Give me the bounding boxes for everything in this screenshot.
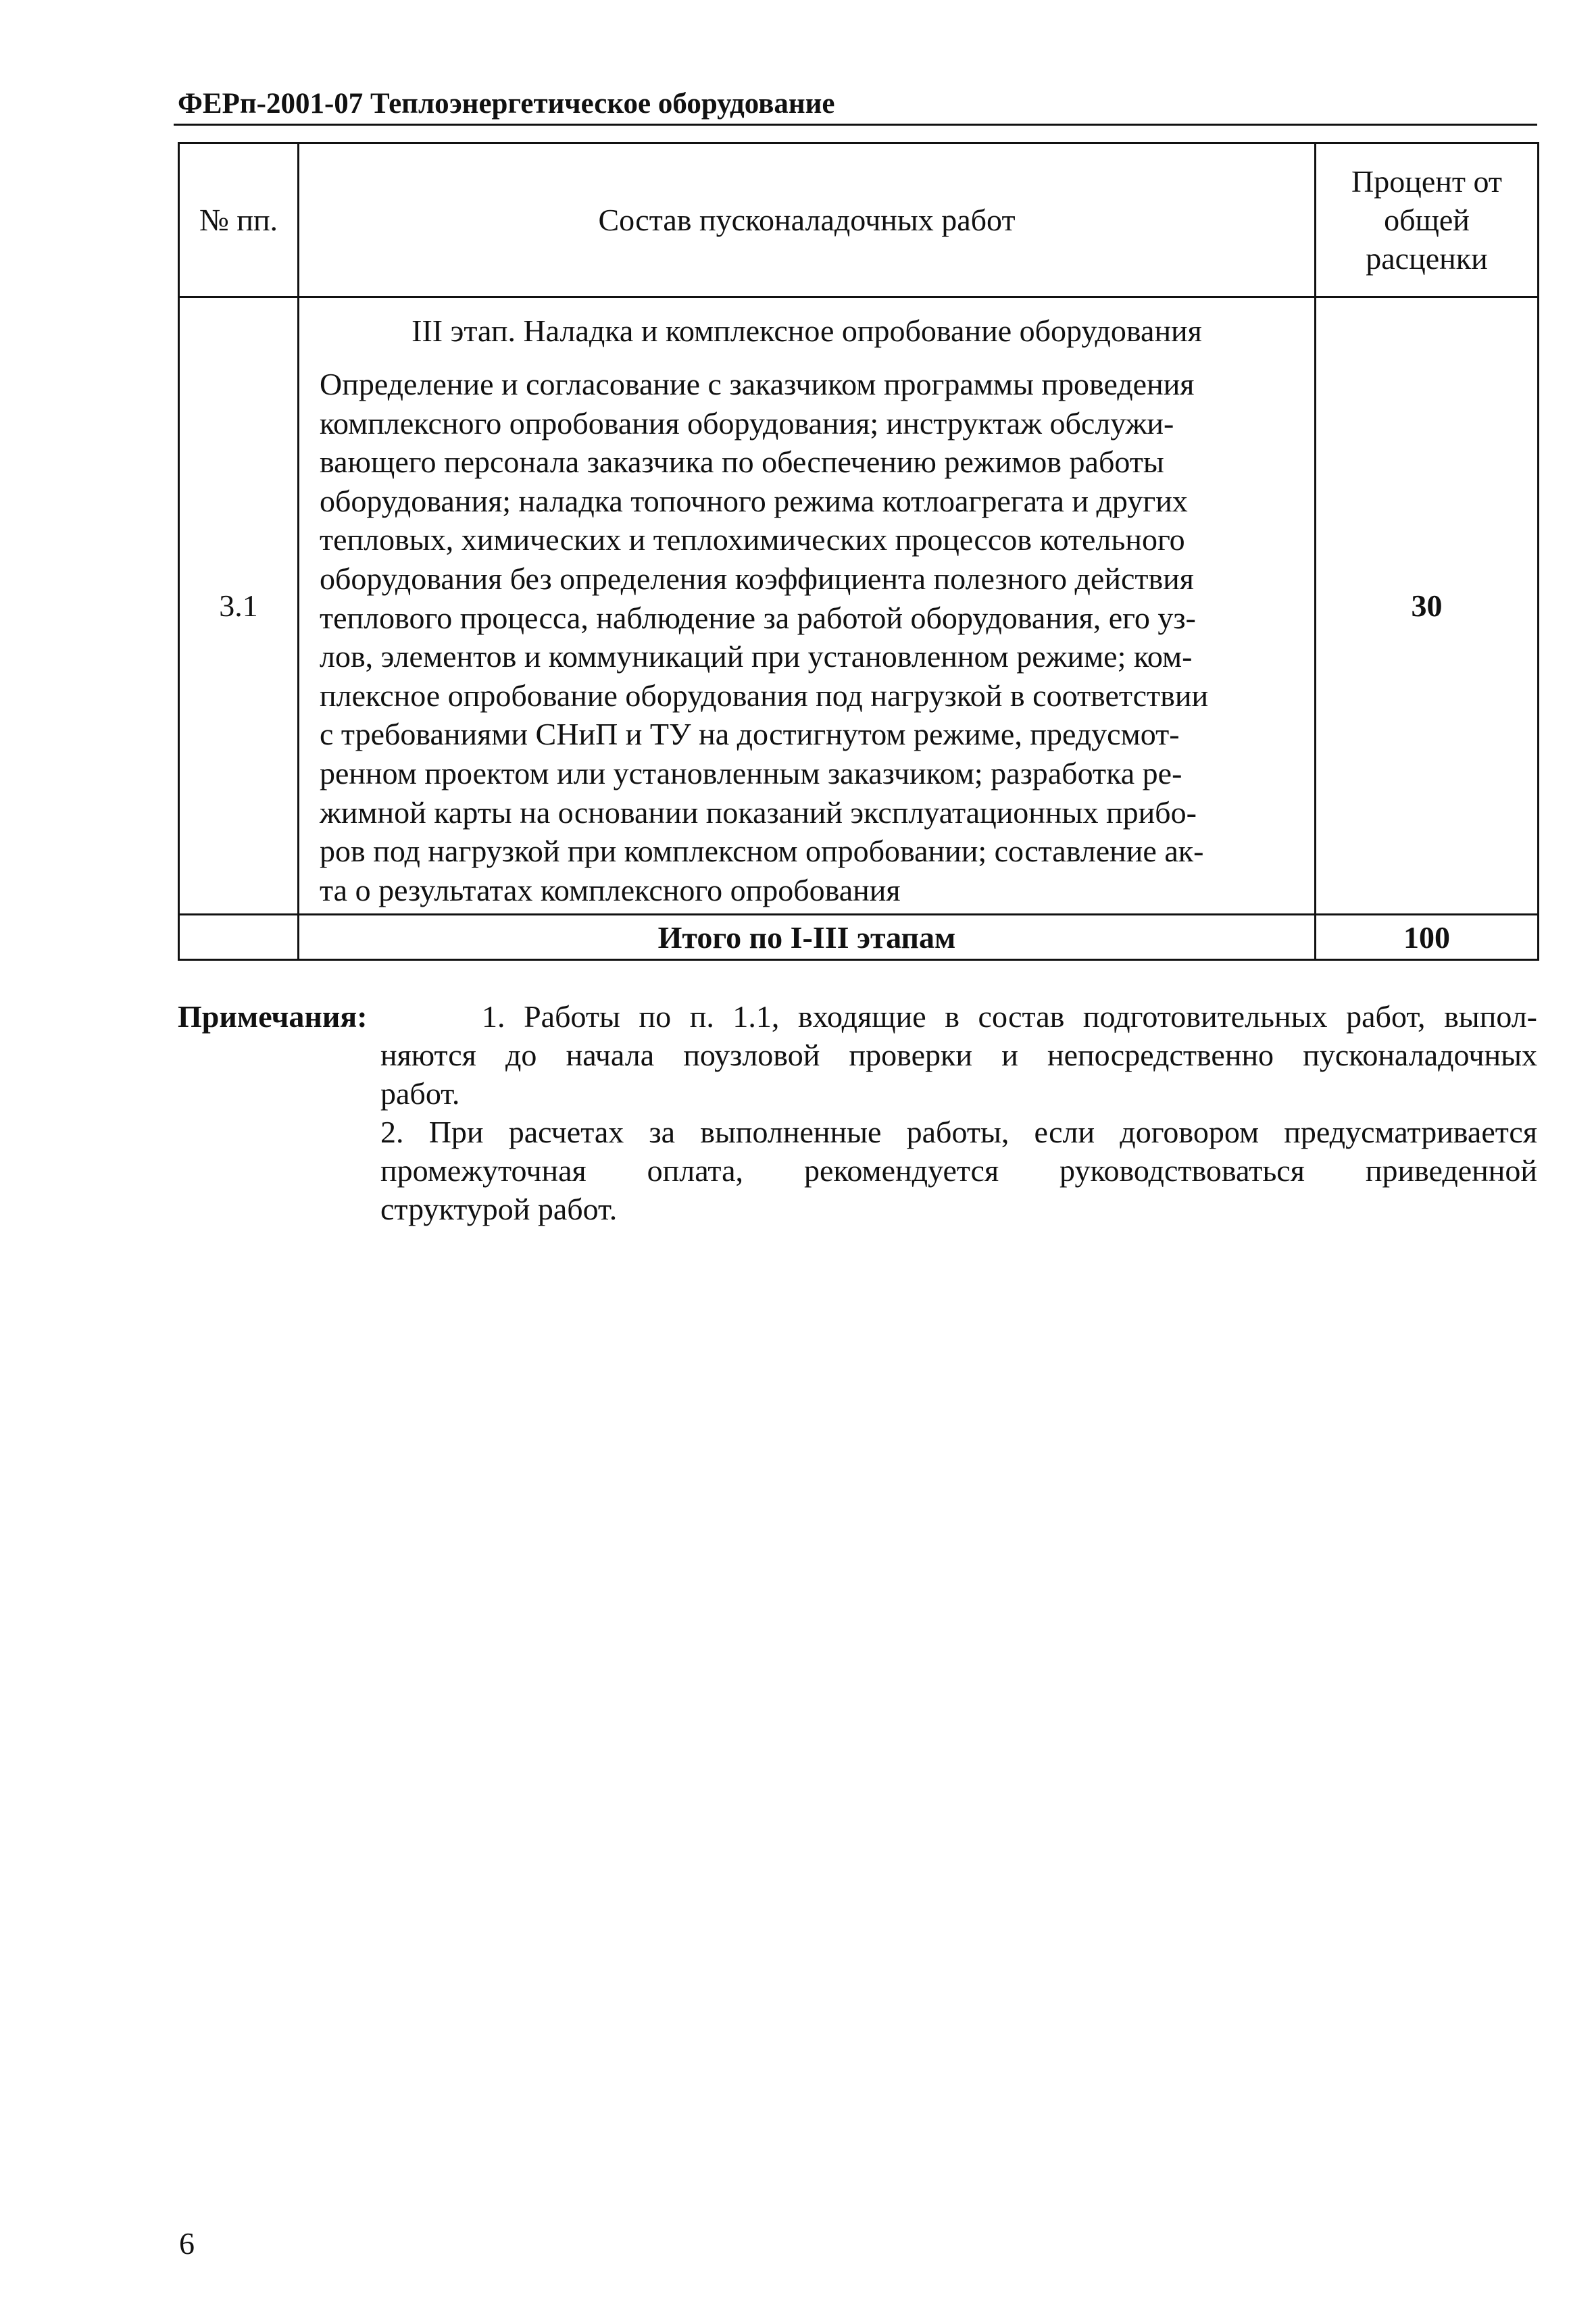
works-table: [178, 142, 1539, 961]
description-line: вающего персонала заказчика по обеспечению режимов работы: [320, 445, 1164, 480]
description-line: жимной карты на основании показаний эксплуатационных прибо-: [320, 795, 1197, 830]
total-empty-cell: [179, 915, 299, 960]
description-line: ренном проектом или установленным заказчиком; разработка ре-: [320, 755, 1182, 790]
note-line: 1. Работы по п. 1.1, входящие в состав подготовительных работ, выпол-: [482, 999, 1537, 1034]
running-header: ФЕРп-2001-07 Теплоэнергетическое оборудование: [178, 88, 835, 120]
description-line: с требованиями СНиП и ТУ на достигнутом режиме, предусмот-: [320, 717, 1180, 752]
column-header-percent-line: расценки: [1366, 241, 1488, 276]
description-line: комплексного опробования оборудования; инструктаж обслужи-: [320, 405, 1174, 441]
table-header-row: [179, 143, 1539, 297]
description-line: оборудования; наладка топочного режима котлоагрегата и других: [320, 483, 1188, 518]
description-line: ров под нагрузкой при комплексном опробовании; составление ак-: [320, 834, 1204, 869]
description-line: тепловых, химических и теплохимических процессов котельного: [320, 522, 1185, 557]
note-line: 2. При расчетах за выполненные работы, если договором предусматривается: [380, 1115, 1537, 1149]
row-composition: [299, 297, 1316, 915]
row-number: 3.1: [179, 297, 299, 915]
note-line: няются до начала поузловой проверки и непосредственно пусконаладочных: [380, 1038, 1537, 1072]
description-line: Определение и согласование с заказчиком программы проведения: [320, 367, 1195, 401]
description-line: плексное опробование оборудования под нагрузкой в соответствии: [320, 678, 1209, 713]
column-header-composition: Состав пусконаладочных работ: [299, 143, 1316, 297]
column-header-percent-line: общей: [1384, 203, 1470, 237]
header-rule: [174, 124, 1537, 126]
page-number: 6: [179, 2226, 195, 2261]
description-line: та о результатах комплексного опробования: [320, 872, 901, 907]
note-2: [380, 1113, 1537, 1228]
note-line: структурой работ.: [380, 1192, 618, 1226]
description-line: теплового процесса, наблюдение за работой оборудования, его уз-: [320, 600, 1196, 635]
table-row: [179, 297, 1539, 915]
total-row: [179, 915, 1539, 960]
column-header-number: № пп.: [179, 143, 299, 297]
description-line: лов, элементов и коммуникаций при установленном режиме; ком-: [320, 639, 1193, 674]
note-1: [178, 997, 1537, 1113]
description-line: оборудования без определения коэффициента полезного действия: [320, 561, 1194, 596]
row-percent: 30: [1316, 297, 1539, 915]
stage-title: III этап. Наладка и комплексное опробование оборудования: [412, 313, 1202, 348]
total-percent: 100: [1316, 915, 1539, 960]
note-line: промежуточная оплата, рекомендуется руководствоваться приведенной: [380, 1153, 1537, 1188]
stage-description: [320, 365, 1294, 909]
column-header-percent-line: Процент от: [1351, 164, 1502, 199]
notes-heading: Примечания:: [178, 999, 368, 1034]
note-line: работ.: [380, 1076, 460, 1111]
column-header-percent: [1316, 143, 1539, 297]
total-label: Итого по I-III этапам: [299, 915, 1316, 960]
